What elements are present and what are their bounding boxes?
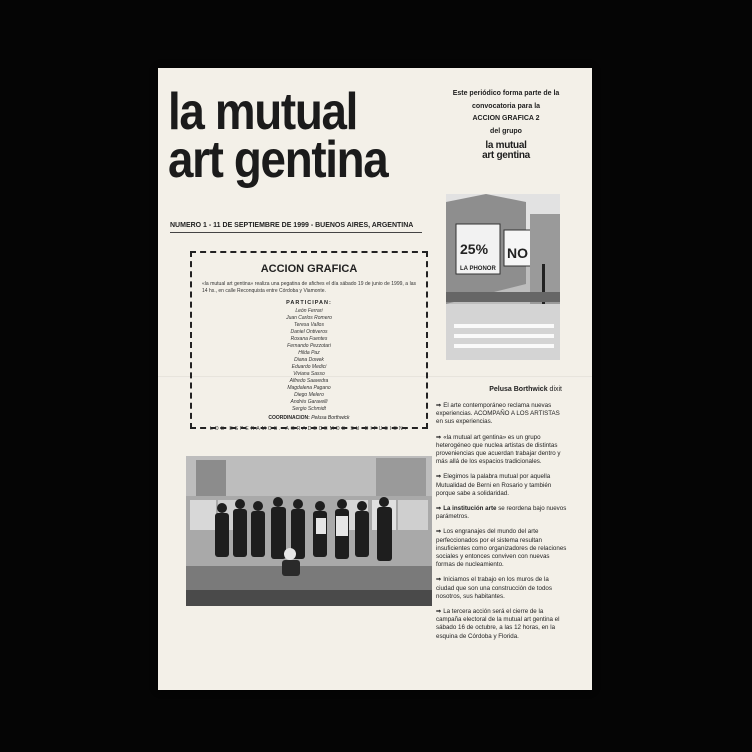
- manifesto-paragraph: [436, 473, 568, 498]
- coordinacion-line: [202, 415, 416, 421]
- paragraph-text: se reordena bajo nuevos parámetros.: [436, 505, 567, 521]
- participan-label: PARTICIPAN:: [286, 300, 332, 306]
- arrow-icon: ⇒: [436, 528, 442, 536]
- byline: [450, 386, 562, 393]
- accion-grafica-footer: LOS ESPERAMOS. AGRADECEMOS SU DIFUSION.: [209, 426, 409, 432]
- paragraph-text: Los engranajes del mundo del arte perfeccionados por el sistema resultan insuficientes como organizadores de relaciones sociales y entonces conviven con nuevas formas de nucleamiento.: [436, 528, 567, 569]
- byline-name: Pelusa Borthwick: [489, 386, 548, 393]
- paragraph-text: Elegimos la palabra mutual por aquella Mutualidad de Berni en Rosario y también porque sabe a solidaridad.: [436, 473, 552, 497]
- street-photo-brand: LA PHONOR: [460, 266, 496, 272]
- issue-rule: [170, 232, 422, 233]
- sidebar-intro-line-1: Este periódico forma parte de la: [452, 90, 560, 97]
- accion-grafica-intro: «la mutual art gentina» realiza una pegatina de afiches el día sábado 19 de junio de 1999, a las 14 hs., en calle Reconquista entre Córdoba y Viamonte.: [202, 281, 416, 294]
- participant-name: Teresa Vallos: [294, 322, 324, 328]
- manifesto-paragraph: [436, 402, 568, 427]
- sidebar-intro: [450, 88, 562, 161]
- participant-name: Roxana Fuentes: [290, 336, 328, 342]
- manifesto-paragraph: [436, 505, 568, 521]
- issue-line: NUMERO 1 - 11 DE SEPTIEMBRE DE 1999 - BUENOS AIRES, ARGENTINA: [170, 222, 414, 229]
- participant-name: Sergio Schmidt: [292, 406, 326, 412]
- accion-grafica-title: ACCION GRAFICA: [260, 263, 358, 275]
- manifesto-paragraph: [436, 576, 568, 601]
- masthead: [168, 83, 388, 189]
- arrow-icon: ⇒: [436, 608, 442, 616]
- street-photo-no: NO: [507, 245, 528, 261]
- sidebar-intro-line-3: ACCION GRAFICA 2: [472, 115, 540, 122]
- participant-name: Juan Carlos Romero: [286, 315, 332, 321]
- newspaper-page: [158, 68, 592, 690]
- small-logo-line-2: art gentina: [482, 150, 530, 161]
- arrow-icon: ⇒: [436, 576, 442, 584]
- participant-name: Fernando Pezzotari: [287, 343, 331, 349]
- paragraph-lead: La institución arte: [443, 505, 497, 513]
- participant-name: Diego Melero: [294, 392, 324, 398]
- manifesto-paragraph: [436, 434, 568, 467]
- street-photo: [446, 194, 560, 360]
- coordinacion-value: Pelusa Borthwick: [311, 415, 350, 421]
- participant-name: Diana Dowek: [294, 357, 324, 363]
- small-logo: [450, 141, 562, 161]
- participant-name: Magdalena Pagano: [287, 385, 331, 391]
- arrow-icon: ⇒: [436, 473, 442, 481]
- street-photo-percent: 25%: [460, 241, 489, 257]
- paragraph-text: La tercera acción será el cierre de la campaña electoral de la mutual art gentina el sábado 16 de octubre, a las 12 horas, en la esquina de Córdoba y Florida.: [436, 608, 560, 640]
- small-logo-line-1: la mutual: [485, 140, 527, 151]
- manifesto-paragraph: [436, 608, 568, 641]
- masthead-line-1: la mutual: [168, 83, 357, 141]
- participants-list: [202, 308, 416, 413]
- sidebar-intro-line-4: del grupo: [490, 127, 522, 135]
- group-photo: [186, 456, 432, 606]
- manifesto-paragraphs: [436, 402, 568, 648]
- participant-name: Viviana Sasso: [293, 371, 325, 377]
- paragraph-text: «la mutual art gentina» es un grupo heterogéneo que nuclea artistas de distintas proveniencias que acuerdan trabajar dentro y más allá de los espacios tradicionales.: [436, 433, 561, 466]
- participant-name: Daniel Ontiveros: [290, 329, 328, 335]
- manifesto-paragraph: [436, 528, 568, 569]
- coordinacion-label: COORDINACION:: [268, 415, 310, 421]
- participant-name: Andrés Garavelli: [290, 399, 328, 405]
- participant-name: Alfredo Saavedra: [289, 378, 329, 384]
- arrow-icon: ⇒: [436, 505, 442, 513]
- byline-verb: dixit: [549, 386, 562, 393]
- paragraph-text: Iniciamos el trabajo en los muros de la ciudad que son una construcción de todos nosotros, sus habitantes.: [436, 576, 552, 600]
- accion-grafica-box: [190, 251, 428, 432]
- participant-name: Hilda Paz: [298, 350, 320, 356]
- participant-name: León Ferrari: [295, 308, 323, 314]
- sidebar-intro-line-2: convocatoria para la: [471, 102, 541, 110]
- arrow-icon: ⇒: [436, 402, 442, 409]
- masthead-line-2: art gentina: [168, 131, 388, 189]
- participant-name: Eduardo Medici: [291, 364, 327, 370]
- arrow-icon: ⇒: [436, 433, 442, 441]
- paragraph-text: El arte contemporáneo reclama nuevas experiencias. ACOMPAÑO A LOS ARTISTAS en sus experiencias.: [436, 402, 560, 426]
